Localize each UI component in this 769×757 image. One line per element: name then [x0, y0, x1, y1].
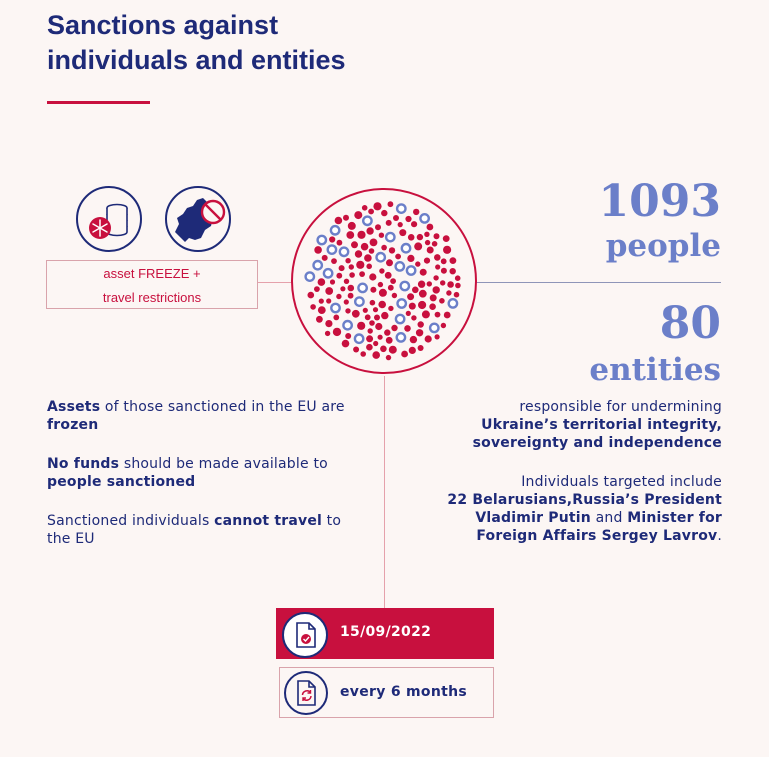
- blue-ring-dot: [306, 272, 314, 280]
- blue-ring-dot: [331, 226, 339, 234]
- red-dot: [427, 281, 432, 286]
- red-dot: [422, 310, 430, 318]
- red-dot: [351, 241, 358, 248]
- frozen-bold: frozen: [47, 417, 99, 433]
- red-dot: [381, 312, 388, 319]
- red-dot: [446, 290, 451, 295]
- red-dot: [375, 323, 382, 330]
- measures-line-1: asset FREEZE +: [103, 266, 201, 281]
- red-dot: [319, 299, 324, 304]
- red-dot: [318, 306, 326, 314]
- no-funds-rest: should be made available to: [119, 456, 328, 472]
- targeted-line-1: Individuals targeted include: [521, 474, 722, 490]
- red-dot: [357, 231, 365, 239]
- red-dot: [366, 227, 373, 234]
- blue-ring-dot: [328, 245, 336, 253]
- red-dot: [409, 303, 416, 310]
- red-dot: [440, 280, 445, 285]
- red-dot: [424, 258, 430, 264]
- red-dot: [335, 217, 343, 225]
- red-dot: [357, 322, 365, 330]
- red-dot: [369, 273, 376, 280]
- red-dot: [425, 240, 430, 245]
- and-text: and: [590, 510, 628, 526]
- red-dot: [314, 286, 320, 292]
- red-dot: [389, 247, 395, 253]
- red-dot: [345, 333, 351, 339]
- document-renew-icon: [284, 671, 328, 715]
- red-dot: [411, 221, 417, 227]
- assets-frozen-text: [47, 398, 367, 434]
- red-dot: [384, 329, 390, 335]
- red-dot: [386, 355, 391, 360]
- red-dot: [424, 232, 429, 237]
- red-dot: [430, 294, 437, 301]
- red-dot: [361, 243, 369, 251]
- travel-ban-text: [47, 512, 367, 548]
- red-dot: [435, 334, 440, 339]
- red-dot: [333, 328, 341, 336]
- blue-ring-dot: [396, 315, 404, 323]
- targeted-line-2: 22 Belarusians,Russia’s President: [447, 492, 722, 508]
- red-dot: [366, 335, 373, 342]
- red-dot: [329, 236, 335, 242]
- red-dot: [343, 215, 349, 221]
- title-line-1: Sanctions against: [47, 10, 279, 40]
- blue-ring-dot: [358, 284, 366, 292]
- red-dot: [417, 234, 423, 240]
- red-dot: [348, 293, 354, 299]
- red-dot: [435, 264, 440, 269]
- red-dot: [415, 261, 420, 266]
- red-dot: [372, 351, 380, 359]
- blue-ring-dot: [401, 282, 409, 290]
- coins-snowflake-icon: [76, 186, 142, 252]
- people-count: 1093: [598, 176, 721, 227]
- red-dot: [344, 299, 349, 304]
- cannot-travel-bold: cannot travel: [214, 513, 323, 529]
- red-dot: [370, 300, 376, 306]
- blue-ring-dot: [398, 299, 406, 307]
- blue-ring-dot: [397, 204, 405, 212]
- red-dot: [363, 308, 368, 313]
- people-label: people: [605, 228, 721, 264]
- period-text: .: [717, 528, 722, 544]
- red-dot: [325, 320, 332, 327]
- red-dot: [447, 281, 454, 288]
- red-dot: [331, 258, 337, 264]
- eu-map-prohibited-icon: [165, 186, 231, 252]
- red-dot: [336, 273, 342, 279]
- red-dot: [408, 234, 415, 241]
- responsible-line-1: responsible for undermining: [519, 399, 722, 415]
- lavrov-bold: Foreign Affairs Sergey Lavrov: [476, 528, 718, 544]
- red-dot: [433, 286, 440, 293]
- red-dot: [410, 336, 417, 343]
- red-dot: [348, 222, 356, 230]
- red-dot: [405, 216, 411, 222]
- red-dot: [330, 279, 335, 284]
- red-dot: [416, 329, 423, 336]
- red-dot: [418, 301, 426, 309]
- red-dot: [366, 264, 372, 270]
- red-dot: [362, 205, 368, 211]
- red-dot: [450, 268, 456, 274]
- measures-line-2: travel restrictions: [102, 290, 202, 305]
- red-dot: [444, 312, 451, 319]
- people-sanctioned-bold: people sanctioned: [47, 474, 196, 490]
- red-dot: [441, 268, 447, 274]
- red-dot: [443, 235, 450, 242]
- red-dot: [407, 255, 414, 262]
- red-dot: [353, 347, 359, 353]
- entities-label: entities: [589, 352, 721, 388]
- red-dot: [390, 278, 396, 284]
- red-dot: [454, 292, 460, 298]
- adoption-date: 15/09/2022: [340, 624, 432, 640]
- red-dot: [326, 298, 331, 303]
- red-dot: [352, 310, 360, 318]
- blue-ring-dot: [318, 236, 326, 244]
- red-dot: [386, 337, 393, 344]
- blue-ring-dot: [340, 248, 348, 256]
- red-dot: [379, 268, 384, 273]
- red-dot: [365, 314, 371, 320]
- red-dot: [364, 254, 372, 262]
- red-dot: [418, 281, 425, 288]
- red-dot: [427, 224, 434, 231]
- red-dot: [441, 323, 446, 328]
- red-dot: [432, 241, 438, 247]
- red-dot: [380, 346, 387, 353]
- red-dot: [322, 255, 328, 261]
- red-dot: [366, 344, 373, 351]
- red-dot: [316, 316, 323, 323]
- responsible-line-2: Ukraine’s territorial integrity,: [481, 417, 722, 433]
- red-dot: [379, 233, 384, 238]
- blue-ring-dot: [343, 321, 351, 329]
- measures-box: [46, 260, 258, 309]
- red-dot: [368, 328, 373, 333]
- red-dot: [434, 233, 440, 239]
- red-dot: [399, 229, 406, 236]
- blue-ring-dot: [396, 262, 404, 270]
- red-dot: [373, 341, 378, 346]
- red-dot: [378, 301, 386, 309]
- no-funds-text: [47, 455, 367, 491]
- targeted-line-3: [392, 509, 722, 527]
- blue-ring-dot: [314, 261, 322, 269]
- putin-bold: Vladimir Putin: [475, 510, 591, 526]
- renewal-period: every 6 months: [340, 684, 468, 700]
- red-dot: [336, 294, 341, 299]
- blue-ring-dot: [324, 269, 332, 277]
- blue-ring-dot: [402, 244, 410, 252]
- title-underline: [47, 101, 150, 104]
- red-dot: [354, 211, 362, 219]
- red-dot: [433, 275, 438, 280]
- red-dot: [348, 285, 355, 292]
- blue-ring-dot: [430, 324, 438, 332]
- red-dot: [308, 292, 315, 299]
- connector-vertical: [384, 376, 385, 608]
- red-dot: [392, 293, 397, 298]
- red-dot: [370, 287, 376, 293]
- red-dot: [418, 345, 424, 351]
- minister-bold: Minister for: [627, 510, 722, 526]
- red-dot: [441, 258, 447, 264]
- red-dot: [443, 246, 451, 254]
- red-dot: [342, 340, 350, 348]
- assets-text: of those sanctioned in the EU are: [100, 399, 345, 415]
- red-dot: [406, 311, 411, 316]
- red-dot: [427, 247, 434, 254]
- responsible-text: [392, 398, 722, 452]
- red-dot: [386, 220, 392, 226]
- red-dot: [360, 351, 366, 357]
- red-dot: [349, 264, 354, 269]
- red-dot: [370, 239, 378, 247]
- red-dot: [418, 321, 424, 327]
- red-dot: [412, 287, 419, 294]
- red-dot: [388, 306, 393, 311]
- blue-ring-dot: [449, 299, 457, 307]
- red-dot: [373, 202, 381, 210]
- page-title: [47, 8, 447, 78]
- red-dot: [355, 250, 362, 257]
- blue-ring-dot: [355, 297, 363, 305]
- red-dot: [333, 315, 339, 321]
- red-dot: [378, 335, 383, 340]
- red-dot: [344, 279, 349, 284]
- red-dot: [314, 246, 322, 254]
- red-dot: [325, 331, 330, 336]
- red-dot: [385, 272, 392, 279]
- red-dot: [340, 286, 345, 291]
- red-dot: [379, 289, 387, 297]
- no-funds-bold: No funds: [47, 456, 120, 472]
- red-dot: [381, 245, 387, 251]
- red-dot: [407, 293, 414, 300]
- document-check-icon: [282, 612, 328, 658]
- red-dot: [386, 259, 393, 266]
- red-dot: [401, 351, 408, 358]
- red-dot: [413, 209, 419, 215]
- red-dot: [339, 265, 345, 271]
- red-dot: [411, 315, 416, 320]
- red-dot: [409, 347, 416, 354]
- travel-text-end: to the EU: [47, 513, 342, 547]
- red-dot: [388, 201, 394, 207]
- entities-count: 80: [659, 298, 721, 349]
- blue-ring-dot: [420, 214, 428, 222]
- red-dot: [381, 210, 387, 216]
- targeted-individuals-text: [392, 473, 722, 545]
- red-dot: [369, 248, 375, 254]
- blue-ring-dot: [386, 233, 394, 241]
- red-dot: [425, 335, 432, 342]
- blue-ring-dot: [377, 253, 385, 261]
- adoption-date-box: [276, 608, 494, 659]
- red-dot: [325, 287, 333, 295]
- red-dot: [455, 275, 461, 281]
- connector-left: [258, 282, 292, 283]
- blue-ring-dot: [407, 266, 415, 274]
- blue-ring-dot: [397, 333, 405, 341]
- red-dot: [395, 254, 401, 260]
- blue-ring-dot: [331, 304, 339, 312]
- red-dot: [318, 278, 326, 286]
- red-dot: [439, 298, 445, 304]
- travel-text-start: Sanctioned individuals: [47, 513, 215, 529]
- red-dot: [378, 282, 383, 287]
- red-dot: [435, 312, 441, 318]
- red-dot: [373, 307, 378, 312]
- red-dot: [434, 254, 441, 261]
- title-line-2: individuals and entities: [47, 45, 346, 75]
- red-dot: [368, 209, 374, 215]
- targeted-line-4: [392, 527, 722, 545]
- red-dot: [359, 271, 365, 277]
- red-dot: [356, 261, 364, 269]
- red-dot: [393, 215, 399, 221]
- connector-right: [476, 282, 721, 283]
- red-dot: [398, 222, 403, 227]
- red-dot: [419, 290, 427, 298]
- red-dot: [388, 285, 394, 291]
- red-dot: [455, 283, 461, 289]
- red-dot: [375, 224, 381, 230]
- blue-ring-dot: [363, 217, 371, 225]
- red-dot: [369, 320, 375, 326]
- red-dot: [391, 325, 397, 331]
- red-dot: [346, 231, 354, 239]
- red-dot: [414, 242, 422, 250]
- red-dot: [450, 257, 457, 264]
- responsible-line-3: sovereignty and independence: [472, 435, 722, 451]
- red-dot: [310, 304, 316, 310]
- red-dot: [374, 315, 380, 321]
- red-dot: [389, 346, 397, 354]
- red-dot: [345, 258, 350, 263]
- assets-bold: Assets: [47, 399, 101, 415]
- red-dot: [429, 303, 436, 310]
- red-dot: [420, 269, 427, 276]
- red-dot: [337, 240, 343, 246]
- red-dot: [404, 325, 411, 332]
- sanctioned-dots-circle: [290, 187, 478, 375]
- red-dot: [345, 308, 350, 313]
- red-dot: [349, 272, 355, 278]
- renewal-box: [279, 667, 494, 718]
- blue-ring-dot: [355, 335, 363, 343]
